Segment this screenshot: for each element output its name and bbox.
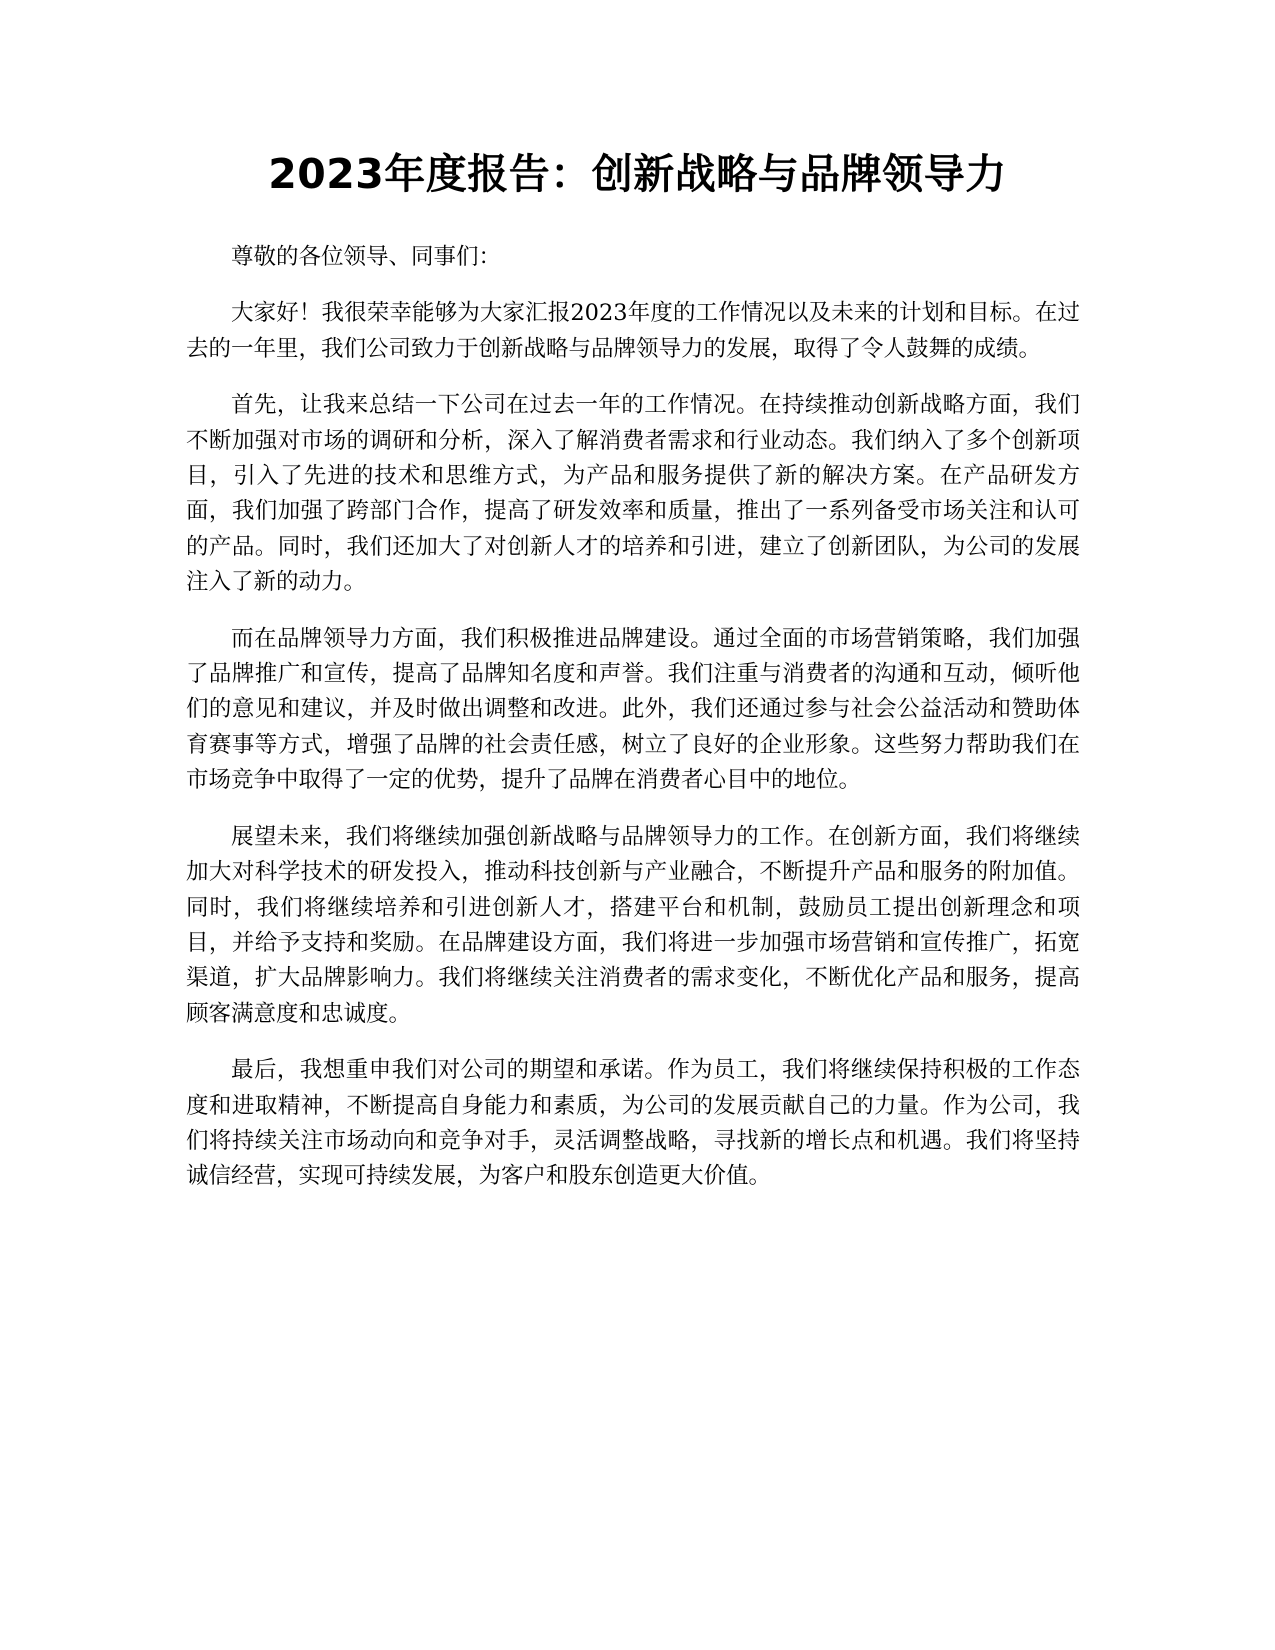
paragraph-brand-review: 而在品牌领导力方面，我们积极推进品牌建设。通过全面的市场营销策略，我们加强了品牌推广和宣传，提高了品牌知名度和声誉。我们注重与消费者的沟通和互动，倾听他们的意见和建议，并及时做出调整和改进。此外，我们还通过参与社会公益活动和赞助体育赛事等方式，增强了品牌的社会责任感，树立了良好的企业形象。这些努力帮助我们在市场竞争中取得了一定的优势，提升了品牌在消费者心目中的地位。 xyxy=(186,625,1080,794)
paragraph-closing: 最后，我想重申我们对公司的期望和承诺。作为员工，我们将继续保持积极的工作态度和进取精神，不断提高自身能力和素质，为公司的发展贡献自己的力量。作为公司，我们将持续关注市场动向和竞争对手，灵活调整战略，寻找新的增长点和机遇。我们将坚持诚信经营，实现可持续发展，为客户和股东创造更大价值。 xyxy=(186,1057,1080,1190)
paragraph-intro: 大家好！我很荣幸能够为大家汇报2023年度的工作情况以及未来的计划和目标。在过去的一年里，我们公司致力于创新战略与品牌领导力的发展，取得了令人鼓舞的成绩。 xyxy=(186,300,1080,362)
document-title: 2023年度报告：创新战略与品牌领导力 xyxy=(268,150,1007,198)
paragraph-outlook: 展望未来，我们将继续加强创新战略与品牌领导力的工作。在创新方面，我们将继续加大对科学技术的研发投入，推动科技创新与产业融合，不断提升产品和服务的附加值。同时，我们将继续培养和引进创新人才，搭建平台和机制，鼓励员工提出创新理念和项目，并给予支持和奖励。在品牌建设方面，我们将进一步加强市场营销和宣传推广，拓宽渠道，扩大品牌影响力。我们将继续关注消费者的需求变化，不断优化产品和服务，提高顾客满意度和忠诚度。 xyxy=(186,823,1080,1027)
salutation: 尊敬的各位领导、同事们： xyxy=(231,244,502,270)
paragraph-innovation-review: 首先，让我来总结一下公司在过去一年的工作情况。在持续推动创新战略方面，我们不断加强对市场的调研和分析，深入了解消费者需求和行业动态。我们纳入了多个创新项目，引入了先进的技术和思维方式，为产品和服务提供了新的解决方案。在产品研发方面，我们加强了跨部门合作，提高了研发效率和质量，推出了一系列备受市场关注和认可的产品。同时，我们还加大了对创新人才的培养和引进，建立了创新团队，为公司的发展注入了新的动力。 xyxy=(186,392,1080,596)
document-body xyxy=(186,240,1080,1216)
